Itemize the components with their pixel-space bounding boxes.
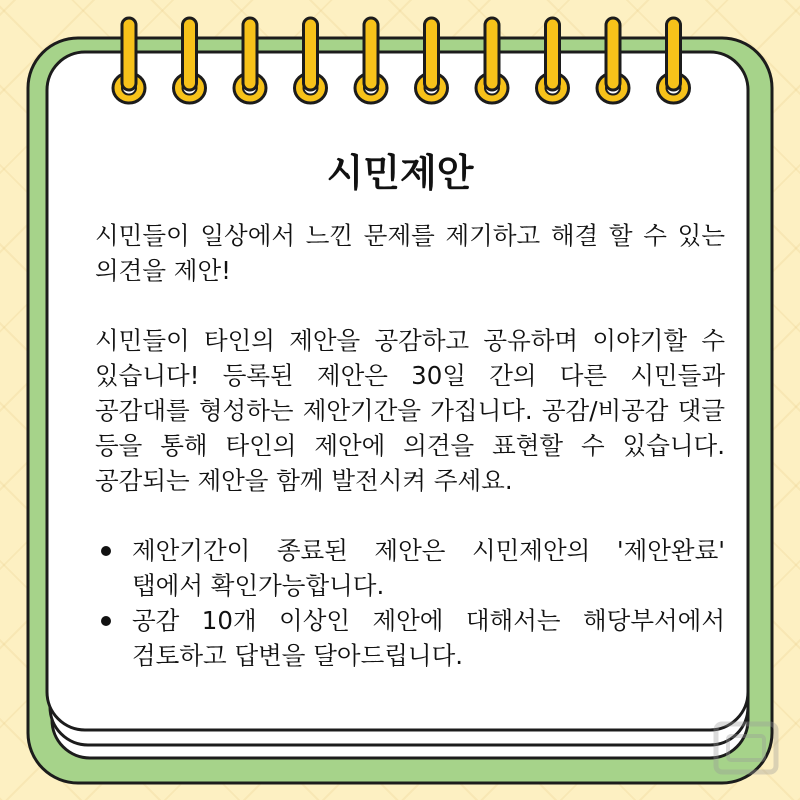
logo-watermark-icon <box>706 706 786 786</box>
list-item-text: 공감 10개 이상인 제안에 대해서는 해당부서에서 검토하고 답변을 달아드립니다. <box>132 606 725 670</box>
list-item <box>95 533 725 603</box>
page-title: 시민제안 <box>326 151 474 195</box>
notice-list <box>95 533 725 673</box>
body-paragraph: 시민들이 타인의 제안을 공감하고 공유하며 이야기할 수 있습니다! 등록된 제안은 30일 간의 다른 시민들과 공감대를 형성하는 제안기간을 가집니다. 공감/비공감 댓글 등을 통해 타인의 제안에 의견을 표현할 수 있습니다. 공감되는 제안을 함께 발전시켜 주세요. <box>95 326 725 495</box>
card-content <box>95 218 725 673</box>
bullet-dot-icon <box>101 546 111 556</box>
list-item-text: 제안기간이 종료된 제안은 시민제안의 '제안완료' 탭에서 확인가능합니다. <box>132 536 725 600</box>
list-item <box>95 603 725 673</box>
bullet-dot-icon <box>101 616 111 626</box>
intro-paragraph: 시민들이 일상에서 느낀 문제를 제기하고 해결 할 수 있는 의견을 제안! <box>95 221 725 285</box>
